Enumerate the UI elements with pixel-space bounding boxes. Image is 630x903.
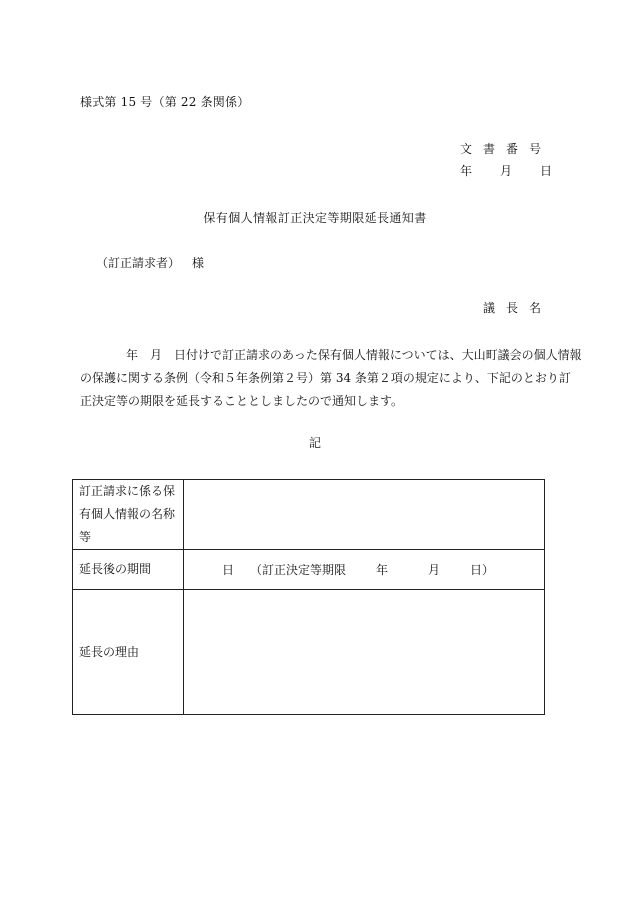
details-table	[72, 479, 545, 715]
body-line-2: の保護に関する条例（令和５年条例第２号）第 34 条第２項の規定により、下記のとおり訂	[80, 371, 571, 385]
date-year: 年	[459, 164, 472, 178]
addressee-name: （訂正請求者）	[96, 256, 181, 270]
document-title: 保有個人情報訂正決定等期限延長通知書	[203, 211, 427, 225]
table-row	[73, 590, 545, 715]
form-number: 様式第 15 号（第 22 条関係）	[80, 95, 250, 109]
period-day-close: 日）	[470, 563, 495, 577]
info-name-label: 訂正請求に係る保有個人情報の名称等	[73, 480, 184, 550]
date-month: 月	[499, 164, 512, 178]
body-line-1: 年 月 日付けで訂正請求のあった保有個人情報については、大山町議会の個人情報	[126, 348, 582, 362]
ki-heading: 記	[308, 436, 321, 450]
addressee-honorific: 様	[192, 256, 205, 270]
period-month: 月	[428, 563, 441, 577]
period-limit-label: （訂正決定等期限	[250, 563, 347, 577]
info-name-value	[184, 480, 545, 550]
extended-period-label: 延長後の期間	[73, 550, 184, 590]
body-line-3: 正決定等の期限を延長することとしましたので通知します。	[80, 394, 404, 408]
addressee	[96, 254, 204, 271]
table-row	[73, 550, 545, 590]
sender-name: 議長名	[482, 301, 552, 315]
extended-period-value	[184, 550, 545, 590]
document-date	[460, 162, 552, 179]
extension-reason-value	[184, 590, 545, 715]
body-paragraph	[80, 344, 582, 413]
date-day: 日	[539, 164, 552, 178]
period-year: 年	[376, 563, 389, 577]
table-row	[73, 480, 545, 550]
extension-reason-label: 延長の理由	[73, 590, 184, 715]
document-number-label: 文書番号	[459, 142, 552, 156]
period-day: 日	[222, 563, 235, 577]
